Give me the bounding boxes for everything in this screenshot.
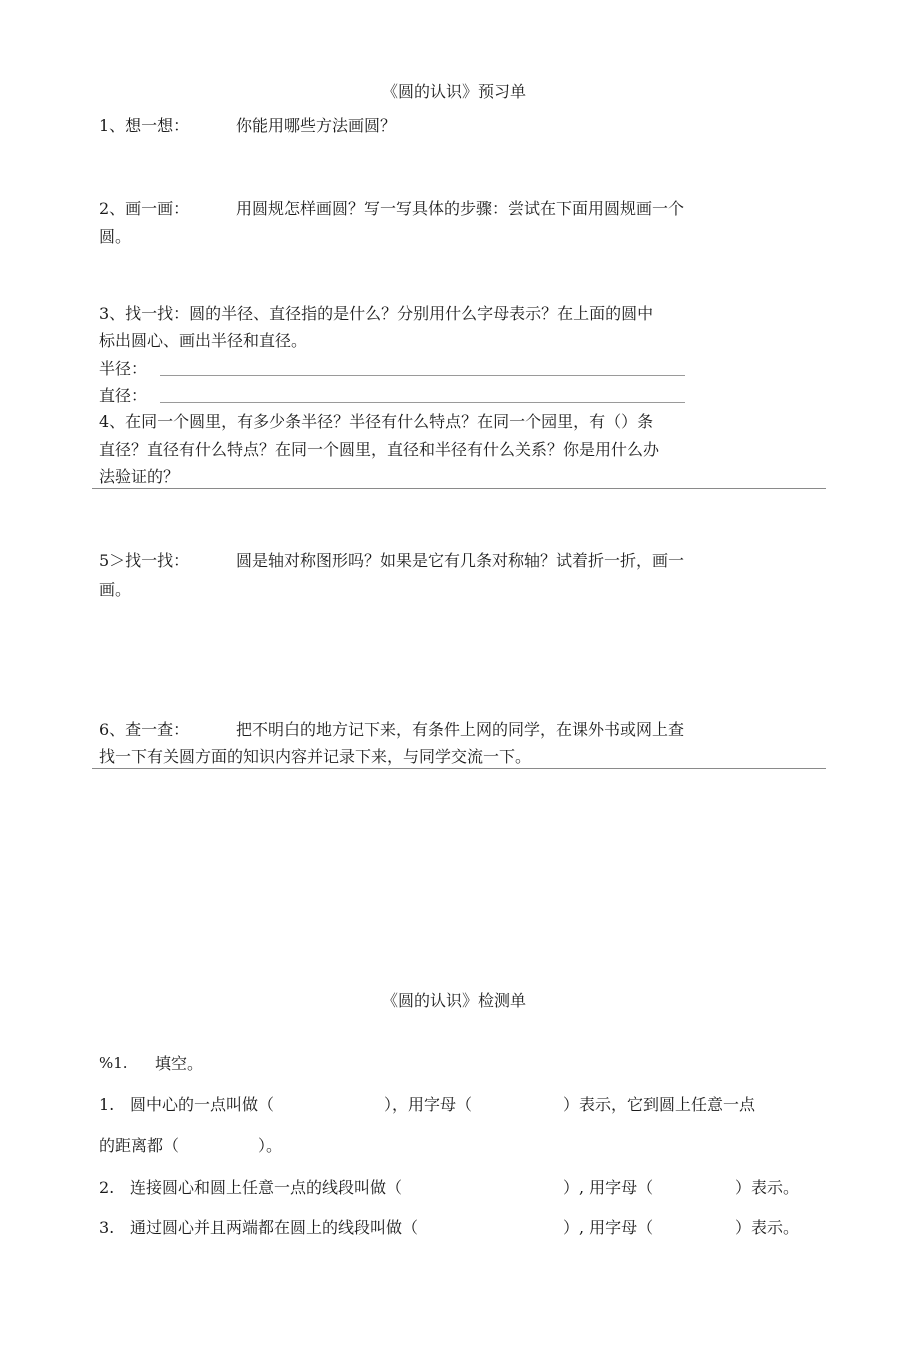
q3-text-line2: 标出圆心、画出半径和直径。: [99, 331, 308, 350]
item-text: ）, 用字母（: [563, 1178, 654, 1197]
q2-text-line1: 用圆规怎样画圆？写一写具体的步骤：尝试在下面用圆规画一个: [236, 199, 685, 218]
section-label: 填空。: [155, 1054, 204, 1073]
q5-text-line2: 画。: [99, 580, 132, 599]
item-text: 通过圆心并且两端都在圆上的线段叫做（: [130, 1218, 419, 1237]
q6-text-line2: 找一下有关圆方面的知识内容并记录下来，与同学交流一下。: [99, 747, 532, 766]
item-text: 连接圆心和圆上任意一点的线段叫做（: [130, 1178, 403, 1197]
item-text: ）, 用字母（: [563, 1218, 654, 1237]
q5-label: 5＞找一找：: [99, 551, 190, 570]
item-text: ）表示，它到圆上任意一点: [563, 1095, 756, 1114]
q2-label: 2、画一画：: [99, 199, 190, 218]
diameter-answer-line: [160, 402, 685, 403]
divider-rule: [92, 488, 826, 489]
q1-label: 1、想一想：: [99, 116, 190, 135]
item-text: ）表示。: [735, 1178, 800, 1197]
item-text: 的距离都（: [99, 1136, 180, 1155]
q3-text-line1: 3、找一找：圆的半径、直径指的是什么？分别用什么字母表示？在上面的圆中: [99, 304, 654, 323]
item-text: 圆中心的一点叫做（: [130, 1095, 275, 1114]
q4-text-line3: 法验证的？: [99, 467, 180, 486]
item-text: ）表示。: [735, 1218, 800, 1237]
q2-text-line2: 圆。: [99, 227, 132, 246]
item-number: 3.: [99, 1218, 115, 1237]
test-title: 《圆的认识》检测单: [382, 991, 527, 1010]
q4-text-line2: 直径？直径有什么特点？在同一个圆里，直径和半径有什么关系？你是用什么办: [99, 440, 660, 459]
item-text: ），用字母（: [384, 1095, 473, 1114]
q6-text-line1: 把不明白的地方记下来，有条件上网的同学，在课外书或网上查: [236, 720, 685, 739]
section-number: %1.: [99, 1054, 128, 1072]
q5-text-line1: 圆是轴对称图形吗？如果是它有几条对称轴？试着折一折，画一: [236, 551, 685, 570]
preview-title: 《圆的认识》预习单: [382, 82, 527, 101]
q1-text: 你能用哪些方法画圆？: [236, 116, 397, 135]
q4-text-line1: 4、在同一个圆里，有多少条半径？半径有什么特点？在同一个园里，有（）条: [99, 412, 654, 431]
item-number: 1.: [99, 1095, 115, 1114]
divider-rule: [92, 768, 826, 769]
item-number: 2.: [99, 1178, 115, 1197]
radius-answer-line: [160, 375, 685, 376]
radius-label: 半径：: [99, 359, 148, 378]
diameter-label: 直径：: [99, 386, 148, 405]
item-text: ）。: [258, 1136, 283, 1155]
q6-label: 6、查一查：: [99, 720, 190, 739]
